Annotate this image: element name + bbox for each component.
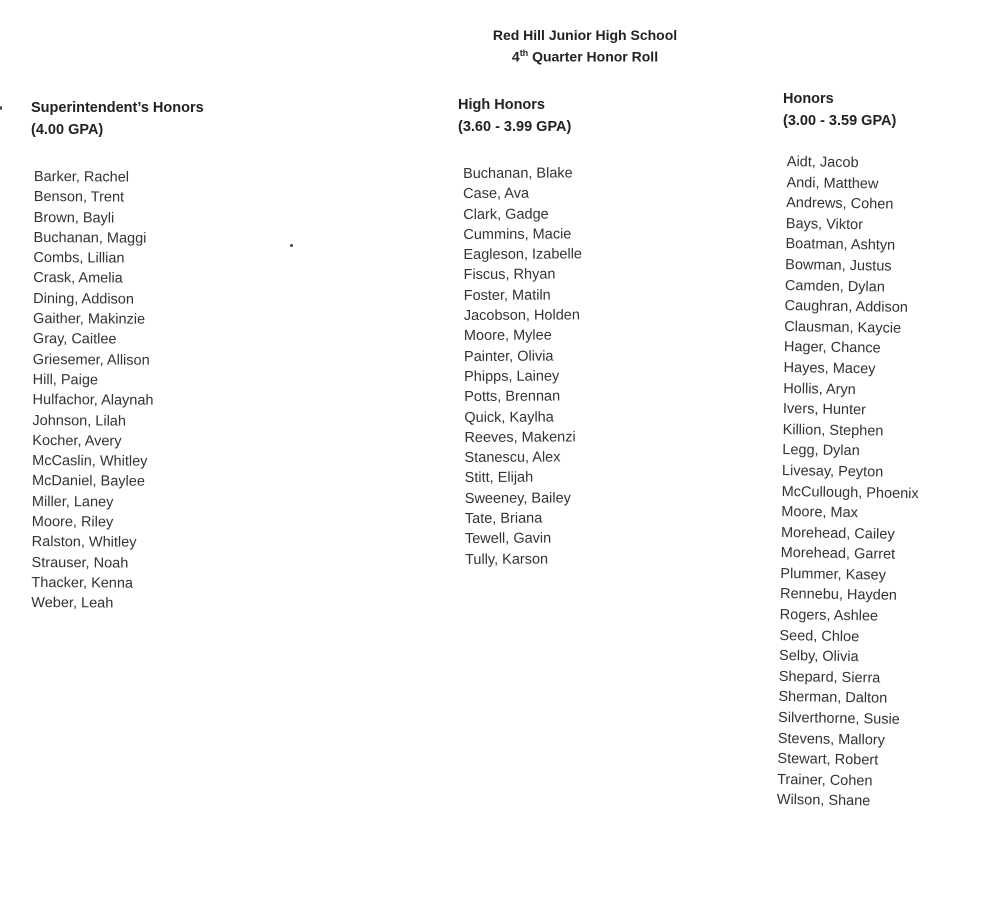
column-gpa-range: (3.00 - 3.59 GPA) [783,113,897,129]
high-honors-list [463,163,584,570]
student-name: Eagleson, Izabelle [463,246,583,264]
student-name: Brown, Bayli [33,209,115,227]
student-name: Hager, Chance [783,339,881,357]
column-heading-title: Superintendent’s Honors [31,100,204,116]
student-name: Seed, Chloe [779,627,860,645]
student-name: Bowman, Justus [785,256,892,275]
column-gpa-range: (3.60 - 3.99 GPA) [458,119,572,135]
student-name: Tewell, Gavin [464,530,552,548]
student-name: Phipps, Lainey [464,368,560,385]
student-name: Livesay, Peyton [781,462,884,481]
student-name: Fiscus, Rhyan [463,267,556,284]
student-name: Stitt, Elijah [464,470,534,487]
student-name: Wilson, Shane [776,792,871,810]
scan-speck [290,244,293,247]
student-name: Moore, Mylee [463,327,552,345]
student-name: Tate, Briana [464,510,543,528]
student-name: McDaniel, Baylee [32,473,145,491]
student-name: Rennebu, Hayden [779,586,898,605]
student-name: Gray, Caitlee [32,331,117,348]
student-name: Potts, Brennan [464,388,561,406]
column-gpa-range: (4.00 GPA) [31,122,104,138]
student-name: Hulfachor, Alaynah [32,392,154,409]
student-name: Trainer, Cohen [777,771,873,790]
student-name: Stewart, Robert [777,751,879,769]
student-name: Shepard, Sierra [778,668,881,687]
student-name: Reeves, Makenzi [464,429,576,446]
student-name: Griesemer, Allison [32,351,150,369]
student-name: Jacobson, Holden [463,307,580,325]
school-name: Red Hill Junior High School [492,27,678,43]
honors-heading [783,88,896,132]
student-name: Thacker, Kenna [31,574,134,592]
student-name: Killion, Stephen [782,421,884,440]
student-name: Stanescu, Alex [464,449,561,467]
student-name: Benson, Trent [33,189,125,206]
student-name: Miller, Laney [31,493,114,511]
student-name: Foster, Matiln [463,287,551,304]
column-heading-title: Honors [783,91,834,107]
student-name: Johnson, Lilah [32,412,127,430]
student-name: Aidt, Jacob [786,153,859,172]
honors-list [777,152,924,813]
document-subtitle [420,48,750,65]
student-name: Morehead, Cailey [780,524,895,543]
student-name: Painter, Olivia [463,348,554,365]
student-name: Morehead, Garret [780,545,896,564]
student-name: Ivers, Hunter [782,401,867,419]
student-name: Gaither, Makinzie [33,311,146,328]
student-name: Stevens, Mallory [777,730,886,749]
student-name: Clark, Gadge [463,206,549,223]
student-name: Case, Ava [463,185,530,203]
student-name: Strauser, Noah [31,554,129,572]
superintendents-honors-heading [31,97,204,141]
student-name: Ralston, Whitley [31,534,137,551]
student-name: Sherman, Dalton [778,689,888,708]
superintendents-honors-list [31,167,155,614]
student-name: Legg, Dylan [782,442,860,460]
subtitle-ordinal-suffix: th [519,48,529,58]
student-name: Andrews, Cohen [786,195,894,213]
student-name: Moore, Max [781,504,859,522]
student-name: Sweeney, Bailey [464,490,571,507]
student-name: Combs, Lillian [33,250,125,267]
student-name: Camden, Dylan [784,277,885,296]
student-name: Hill, Paige [32,371,99,389]
student-name: Plummer, Kasey [780,565,887,584]
student-name: Bays, Viktor [785,215,864,233]
student-name: Caughran, Addison [784,298,909,317]
student-name: Rogers, Ashlee [779,607,879,625]
student-name: Selby, Olivia [778,648,859,666]
student-name: Kocher, Avery [32,432,122,450]
student-name: Clausman, Kaycie [784,318,902,337]
student-name: Andi, Matthew [786,174,879,193]
scan-speck [0,106,2,110]
high-honors-heading [458,94,571,138]
student-name: Hayes, Macey [783,359,876,378]
subtitle-text: Quarter Honor Roll [528,48,659,65]
student-name: Hollis, Aryn [783,380,856,398]
student-name: Cummins, Macie [463,226,572,243]
subtitle-ordinal: 4 [511,48,520,65]
student-name: Weber, Leah [31,595,114,612]
student-name: McCaslin, Whitley [32,453,148,470]
student-name: Silverthorne, Susie [777,709,900,728]
student-name: Moore, Riley [31,514,114,531]
student-name: Boatman, Ashtyn [785,236,896,255]
student-name: Barker, Rachel [33,168,130,186]
student-name: Dining, Addison [33,290,135,308]
student-name: McCullough, Phoenix [781,483,919,502]
student-name: Tully, Karson [465,551,549,568]
student-name: Buchanan, Blake [463,165,573,182]
student-name: Buchanan, Maggi [33,229,147,247]
student-name: Crask, Amelia [33,270,123,288]
column-heading-title: High Honors [458,97,545,113]
student-name: Quick, Kaylha [464,409,554,426]
